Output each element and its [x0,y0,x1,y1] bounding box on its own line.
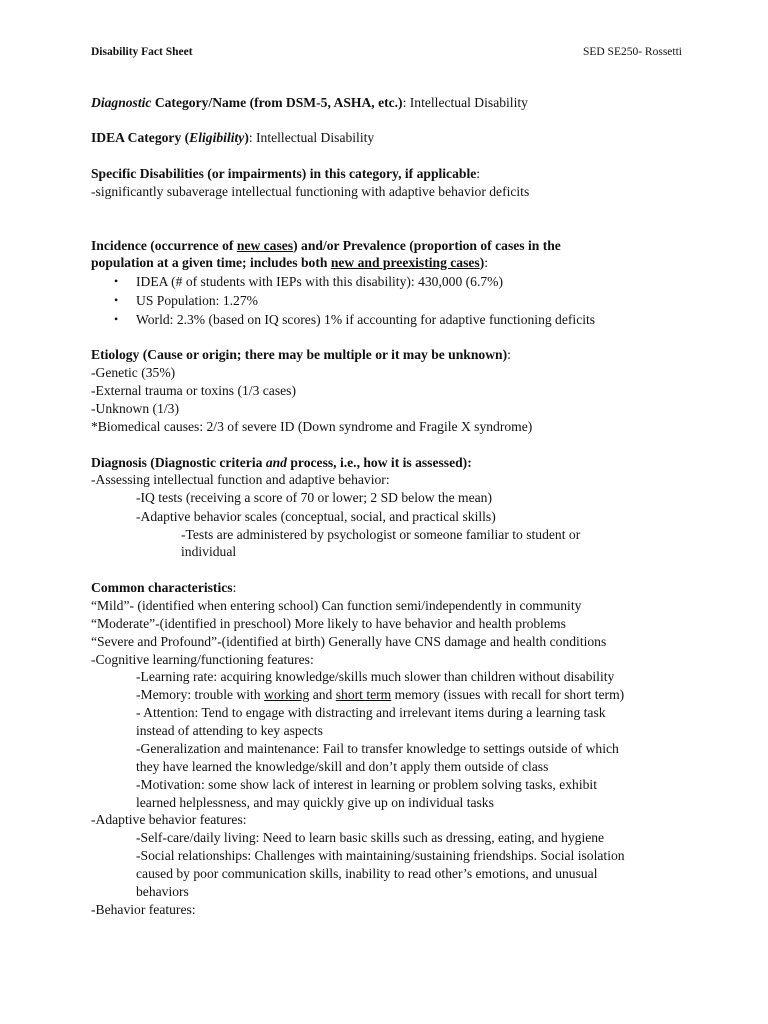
memory-a: -Memory: trouble with [136,687,264,702]
common-line: -Generalization and maintenance: Fail to transfer knowledge to settings outside of which [136,741,619,756]
incidence-h1u: new cases [236,238,294,253]
etiology-heading-text: Etiology (Cause or origin; there may be multiple or it may be unknown) [91,347,508,362]
common-line: instead of attending to key aspects [136,723,323,738]
common-line: - Attention: Tend to engage with distracting and irrelevant items during a learning task [136,705,606,720]
etiology-line: -External trauma or toxins (1/3 cases) [91,383,296,398]
etiology-line: -Genetic (35%) [91,365,176,380]
diagnosis-h-a: Diagnosis (Diagnostic criteria [91,455,266,470]
common-colon: : [232,580,237,595]
memory-b: and [309,687,336,702]
common-line: learned helplessness, and may quickly give up on individual tasks [136,795,494,810]
common-line: “Mild”- (identified when entering school) Can function semi/independently in community [91,598,582,613]
common-line: -Social relationships: Challenges with maintaining/sustaining friendships. Social isolation [136,848,625,863]
idea-label-b: ) [244,130,249,145]
diagnosis-line: individual [181,544,237,559]
header-title: Disability Fact Sheet [91,46,193,58]
specific-heading-text: Specific Disabilities (or impairments) in this category, if applicable [91,166,477,181]
incidence-bullet-3: World: 2.3% (based on IQ scores) 1% if accounting for adaptive functioning deficits [136,312,596,327]
specific-heading [91,165,480,182]
common-line: “Severe and Profound”-(identified at birth) Generally have CNS damage and health conditions [91,634,607,649]
incidence-h2a: population at a given time; includes both [91,255,331,270]
diagnostic-line [91,94,528,111]
common-heading [91,579,236,596]
bullet-icon: • [114,274,119,288]
memory-u1: working [264,687,310,702]
common-line: -Self-care/daily living: Need to learn basic skills such as dressing, eating, and hygiene [136,830,605,845]
common-line: -Behavior features: [91,902,196,917]
incidence-h2u: new and preexisting cases [330,255,480,270]
common-line: behaviors [136,884,189,899]
incidence-heading-1 [91,237,561,254]
common-heading-text: Common characteristics [91,580,233,595]
incidence-h2b: ) [479,255,485,270]
common-line: they have learned the knowledge/skill and don’t apply them outside of class [136,759,549,774]
idea-label-a: IDEA Category ( [91,130,190,145]
incidence-colon: : [484,255,489,270]
diagnosis-line: -Adaptive behavior scales (conceptual, social, and practical skills) [136,509,496,524]
idea-value: : Intellectual Disability [248,130,375,145]
diagnosis-heading [91,454,472,471]
incidence-h1b: ) and/or Prevalence (proportion of cases in the [293,238,561,253]
bullet-icon: • [114,312,119,326]
memory-line [136,686,624,703]
diagnosis-line: -Tests are administered by psychologist or someone familiar to student or [181,527,581,542]
diagnosis-line: -Assessing intellectual function and adaptive behavior: [91,472,390,487]
diagnosis-h-it: and [265,455,287,470]
common-line: caused by poor communication skills, inability to read other’s emotions, and unusual [136,866,598,881]
common-line: -Cognitive learning/functioning features: [91,652,314,667]
incidence-heading-2 [91,254,488,271]
incidence-h1a: Incidence (occurrence of [91,238,237,253]
etiology-line: -Unknown (1/3) [91,401,179,416]
diagnostic-value: : Intellectual Disability [402,95,528,110]
memory-c: memory (issues with recall for short term) [391,687,625,702]
common-line: -Learning rate: acquiring knowledge/skills much slower than children without disability [136,669,615,684]
incidence-bullet-1: IDEA (# of students with IEPs with this disability): 430,000 (6.7%) [136,274,504,289]
diagnostic-label: Category/Name (from DSM-5, ASHA, etc.) [151,95,403,110]
idea-label-italic: Eligibility [189,130,245,145]
incidence-bullet-2: US Population: 1.27% [136,293,258,308]
common-line: -Motivation: some show lack of interest in learning or problem solving tasks, exhibit [136,777,597,792]
etiology-colon: : [507,347,511,362]
diagnostic-label-italic: Diagnostic [91,95,152,110]
common-line: -Adaptive behavior features: [91,812,247,827]
header-course: SED SE250- Rossetti [582,46,682,58]
diagnosis-h-b: process, i.e., how it is assessed): [286,455,472,470]
etiology-line: *Biomedical causes: 2/3 of severe ID (Down syndrome and Fragile X syndrome) [91,419,533,434]
bullet-icon: • [114,293,119,307]
etiology-heading [91,346,511,363]
idea-line [91,129,374,146]
specific-text: -significantly subaverage intellectual functioning with adaptive behavior deficits [91,184,530,199]
specific-colon: : [476,166,481,181]
common-line: “Moderate”-(identified in preschool) More likely to have behavior and health problems [91,616,566,631]
memory-u2: short term [335,687,392,702]
diagnosis-line: -IQ tests (receiving a score of 70 or lower; 2 SD below the mean) [136,490,492,505]
